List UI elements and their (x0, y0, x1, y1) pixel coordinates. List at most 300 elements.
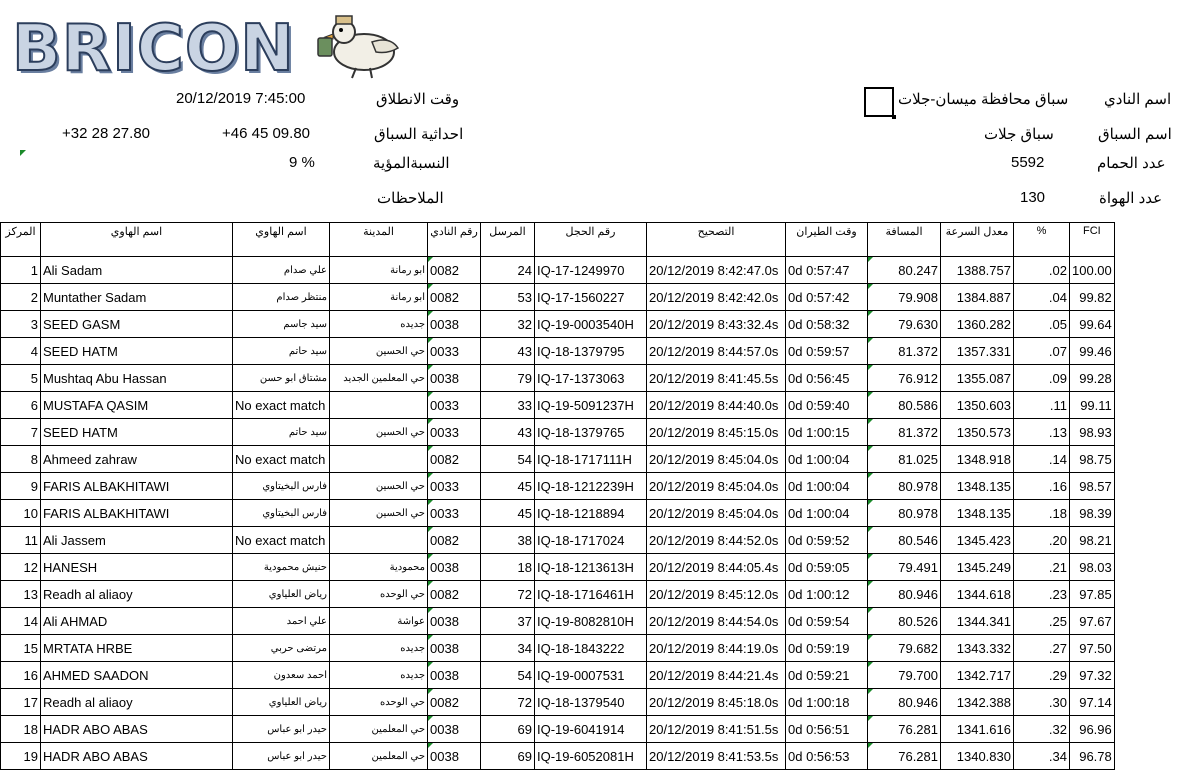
city-cell: محمودية (330, 554, 428, 581)
fci-cell: 97.14 (1070, 689, 1115, 716)
ring-cell: IQ-18-1379795 (535, 338, 647, 365)
club-checkbox[interactable] (864, 87, 894, 117)
club-cell: 0033 (428, 500, 481, 527)
fci-cell: 98.39 (1070, 500, 1115, 527)
clock-cell: 20/12/2019 8:44:52.0s (647, 527, 786, 554)
flight-cell: 0d 1:00:04 (786, 446, 868, 473)
race-label: اسم السباق (1098, 126, 1172, 143)
fci-cell: 97.50 (1070, 635, 1115, 662)
city-cell: جديده (330, 311, 428, 338)
col-rank: المركز (1, 223, 41, 257)
club-cell: 0082 (428, 257, 481, 284)
name-en-cell: FARIS ALBAKHITAWI (41, 473, 233, 500)
race-value: سباق جلات (984, 126, 1054, 143)
sent-cell: 69 (481, 716, 535, 743)
name-en-cell: Mushtaq Abu Hassan (41, 365, 233, 392)
birds-label: عدد الحمام (1097, 155, 1166, 172)
table-row (1, 446, 1115, 473)
ring-cell: IQ-18-1212239H (535, 473, 647, 500)
club-cell: 0038 (428, 716, 481, 743)
ring-cell: IQ-18-1717024 (535, 527, 647, 554)
table-row (1, 662, 1115, 689)
speed-cell: 1348.135 (941, 500, 1014, 527)
notes-label: الملاحظات (377, 190, 444, 207)
name-ar-cell: سيد حاتم (233, 419, 330, 446)
flight-cell: 0d 0:56:53 (786, 743, 868, 770)
city-cell: حي الوحده (330, 581, 428, 608)
pct-cell: .09 (1014, 365, 1070, 392)
flight-cell: 0d 0:59:05 (786, 554, 868, 581)
clock-cell: 20/12/2019 8:41:51.5s (647, 716, 786, 743)
clock-cell: 20/12/2019 8:42:47.0s (647, 257, 786, 284)
pct-cell: .30 (1014, 689, 1070, 716)
club-cell: 0033 (428, 473, 481, 500)
fci-cell: 98.93 (1070, 419, 1115, 446)
fci-cell: 99.28 (1070, 365, 1115, 392)
name-en-cell: HADR ABO ABAS (41, 716, 233, 743)
percent-label: النسبةالمؤية (373, 155, 450, 172)
col-speed: معدل السرعة (941, 223, 1014, 257)
ring-cell: IQ-19-0007531 (535, 662, 647, 689)
col-city: المدينة (330, 223, 428, 257)
table-row (1, 635, 1115, 662)
name-ar-cell: فارس البخيتاوي (233, 500, 330, 527)
sent-cell: 45 (481, 500, 535, 527)
clock-cell: 20/12/2019 8:45:04.0s (647, 473, 786, 500)
coord-lon: +32 28 27.80 (62, 125, 151, 142)
name-en-cell: HADR ABO ABAS (41, 743, 233, 770)
speed-cell: 1344.341 (941, 608, 1014, 635)
fci-cell: 97.85 (1070, 581, 1115, 608)
name-ar-cell: حيدر ابو عباس (233, 716, 330, 743)
speed-cell: 1388.757 (941, 257, 1014, 284)
pct-cell: .13 (1014, 419, 1070, 446)
speed-cell: 1342.717 (941, 662, 1014, 689)
distance-cell: 79.908 (868, 284, 941, 311)
fci-cell: 96.78 (1070, 743, 1115, 770)
pct-cell: .16 (1014, 473, 1070, 500)
distance-cell: 76.281 (868, 743, 941, 770)
distance-cell: 80.586 (868, 392, 941, 419)
distance-cell: 80.247 (868, 257, 941, 284)
flight-cell: 0d 0:58:32 (786, 311, 868, 338)
ring-cell: IQ-18-1379765 (535, 419, 647, 446)
sent-cell: 54 (481, 662, 535, 689)
speed-cell: 1350.573 (941, 419, 1014, 446)
table-row (1, 311, 1115, 338)
city-cell (330, 527, 428, 554)
club-cell: 0038 (428, 365, 481, 392)
distance-cell: 81.372 (868, 338, 941, 365)
fanciers-value: 130 (1020, 189, 1046, 206)
rank-cell: 1 (1, 257, 41, 284)
distance-cell: 79.630 (868, 311, 941, 338)
name-ar-cell: مشتاق ابو حسن (233, 365, 330, 392)
city-cell: ابو رمانة (330, 257, 428, 284)
speed-cell: 1355.087 (941, 365, 1014, 392)
club-cell: 0082 (428, 689, 481, 716)
sent-cell: 72 (481, 689, 535, 716)
start-label: وقت الانطلاق (376, 91, 460, 108)
name-en-cell: FARIS ALBAKHITAWI (41, 500, 233, 527)
club-cell: 0038 (428, 554, 481, 581)
sent-cell: 53 (481, 284, 535, 311)
fci-cell: 96.96 (1070, 716, 1115, 743)
name-en-cell: Ali Jassem (41, 527, 233, 554)
city-cell: جديده (330, 662, 428, 689)
name-en-cell: Ahmeed zahraw (41, 446, 233, 473)
table-row (1, 581, 1115, 608)
distance-cell: 80.978 (868, 473, 941, 500)
flight-cell: 0d 0:57:47 (786, 257, 868, 284)
sent-cell: 34 (481, 635, 535, 662)
rank-cell: 12 (1, 554, 41, 581)
city-cell: عواشة (330, 608, 428, 635)
table-row (1, 527, 1115, 554)
name-en-cell: SEED GASM (41, 311, 233, 338)
name-ar-cell: مرتضى حربي (233, 635, 330, 662)
fci-cell: 97.32 (1070, 662, 1115, 689)
name-en-cell: SEED HATM (41, 419, 233, 446)
sent-cell: 38 (481, 527, 535, 554)
name-en-cell: MRTATA HRBE (41, 635, 233, 662)
clock-cell: 20/12/2019 8:41:45.5s (647, 365, 786, 392)
speed-cell: 1348.135 (941, 473, 1014, 500)
rank-cell: 10 (1, 500, 41, 527)
sent-cell: 69 (481, 743, 535, 770)
pct-cell: .25 (1014, 608, 1070, 635)
pct-cell: .34 (1014, 743, 1070, 770)
rank-cell: 6 (1, 392, 41, 419)
club-cell: 0082 (428, 581, 481, 608)
name-ar-cell: احمد سعدون (233, 662, 330, 689)
clock-cell: 20/12/2019 8:45:12.0s (647, 581, 786, 608)
name-ar-cell: علي صدام (233, 257, 330, 284)
distance-cell: 79.682 (868, 635, 941, 662)
distance-cell: 76.912 (868, 365, 941, 392)
pct-cell: .04 (1014, 284, 1070, 311)
ring-cell: IQ-19-6052081H (535, 743, 647, 770)
club-cell: 0033 (428, 419, 481, 446)
sent-cell: 43 (481, 338, 535, 365)
name-en-cell: HANESH (41, 554, 233, 581)
ring-cell: IQ-17-1373063 (535, 365, 647, 392)
ring-cell: IQ-18-1218894 (535, 500, 647, 527)
clock-cell: 20/12/2019 8:43:32.4s (647, 311, 786, 338)
fci-cell: 99.11 (1070, 392, 1115, 419)
coords-label: احداثية السباق (374, 126, 464, 143)
ring-cell: IQ-18-1843222 (535, 635, 647, 662)
rank-cell: 14 (1, 608, 41, 635)
flight-cell: 0d 0:59:57 (786, 338, 868, 365)
fanciers-label: عدد الهواة (1099, 190, 1163, 207)
rank-cell: 19 (1, 743, 41, 770)
sent-cell: 32 (481, 311, 535, 338)
col-flight: وقت الطيران (786, 223, 868, 257)
rank-cell: 3 (1, 311, 41, 338)
name-ar-cell: No exact match (233, 446, 330, 473)
bricon-logo (12, 6, 402, 84)
flight-cell: 0d 0:56:51 (786, 716, 868, 743)
distance-cell: 81.372 (868, 419, 941, 446)
clock-cell: 20/12/2019 8:44:54.0s (647, 608, 786, 635)
speed-cell: 1360.282 (941, 311, 1014, 338)
birds-value: 5592 (1011, 154, 1045, 171)
name-ar-cell: No exact match (233, 527, 330, 554)
name-ar-cell: حنيش محمودية (233, 554, 330, 581)
ring-cell: IQ-19-5091237H (535, 392, 647, 419)
name-ar-cell: فارس البخيتاوي (233, 473, 330, 500)
distance-cell: 80.946 (868, 689, 941, 716)
col-fci: FCI (1070, 223, 1115, 257)
club-cell: 0033 (428, 392, 481, 419)
pct-cell: .07 (1014, 338, 1070, 365)
pigeon-mascot-icon (312, 8, 402, 82)
ring-cell: IQ-18-1717111H (535, 446, 647, 473)
club-cell: 0038 (428, 635, 481, 662)
results-table (0, 222, 1182, 770)
club-cell: 0033 (428, 338, 481, 365)
table-row (1, 473, 1115, 500)
sent-cell: 43 (481, 419, 535, 446)
sent-cell: 54 (481, 446, 535, 473)
flight-cell: 0d 1:00:12 (786, 581, 868, 608)
speed-cell: 1343.332 (941, 635, 1014, 662)
rank-cell: 16 (1, 662, 41, 689)
table-row (1, 743, 1115, 770)
name-ar-cell: رياض العلياوي (233, 581, 330, 608)
fci-cell: 99.64 (1070, 311, 1115, 338)
rank-cell: 13 (1, 581, 41, 608)
table-row (1, 338, 1115, 365)
club-cell: 0082 (428, 446, 481, 473)
club-value: سباق محافظة ميسان-جلات (898, 91, 1069, 108)
speed-cell: 1340.830 (941, 743, 1014, 770)
speed-cell: 1342.388 (941, 689, 1014, 716)
sent-cell: 18 (481, 554, 535, 581)
ring-cell: IQ-18-1213613H (535, 554, 647, 581)
flight-cell: 0d 0:59:19 (786, 635, 868, 662)
name-en-cell: Ali AHMAD (41, 608, 233, 635)
table-row (1, 716, 1115, 743)
table-row (1, 500, 1115, 527)
city-cell: حي الوحده (330, 689, 428, 716)
table-header-row (1, 223, 1115, 257)
flight-cell: 0d 0:59:40 (786, 392, 868, 419)
ring-cell: IQ-19-6041914 (535, 716, 647, 743)
city-cell: حي المعلمين (330, 743, 428, 770)
col-name-en: اسم الهاوي (41, 223, 233, 257)
table-row (1, 257, 1115, 284)
speed-cell: 1357.331 (941, 338, 1014, 365)
speed-cell: 1350.603 (941, 392, 1014, 419)
club-label: اسم النادي (1104, 91, 1172, 108)
rank-cell: 4 (1, 338, 41, 365)
sent-cell: 72 (481, 581, 535, 608)
pct-cell: .21 (1014, 554, 1070, 581)
col-distance: المسافة (868, 223, 941, 257)
name-en-cell: Muntather Sadam (41, 284, 233, 311)
club-cell: 0038 (428, 743, 481, 770)
club-cell: 0038 (428, 608, 481, 635)
flight-cell: 0d 0:56:45 (786, 365, 868, 392)
sent-cell: 33 (481, 392, 535, 419)
flight-cell: 0d 1:00:15 (786, 419, 868, 446)
start-value: 20/12/2019 7:45:00 (176, 90, 306, 107)
fci-cell: 98.03 (1070, 554, 1115, 581)
sent-cell: 24 (481, 257, 535, 284)
table-row (1, 608, 1115, 635)
rank-cell: 2 (1, 284, 41, 311)
city-cell: حي الحسين (330, 419, 428, 446)
city-cell: حي المعلمين الجديد (330, 365, 428, 392)
clock-cell: 20/12/2019 8:45:04.0s (647, 446, 786, 473)
table-row (1, 392, 1115, 419)
clock-cell: 20/12/2019 8:44:05.4s (647, 554, 786, 581)
clock-cell: 20/12/2019 8:44:40.0s (647, 392, 786, 419)
table-row (1, 419, 1115, 446)
pct-cell: .20 (1014, 527, 1070, 554)
name-ar-cell: علي احمد (233, 608, 330, 635)
table-row (1, 554, 1115, 581)
name-en-cell: Readh al aliaoy (41, 581, 233, 608)
city-cell: حي المعلمين (330, 716, 428, 743)
name-ar-cell: سيد جاسم (233, 311, 330, 338)
distance-cell: 81.025 (868, 446, 941, 473)
distance-cell: 79.700 (868, 662, 941, 689)
clock-cell: 20/12/2019 8:44:19.0s (647, 635, 786, 662)
col-club-no: رقم النادي (428, 223, 481, 257)
city-cell: ابو رمانة (330, 284, 428, 311)
ring-cell: IQ-17-1560227 (535, 284, 647, 311)
speed-cell: 1344.618 (941, 581, 1014, 608)
name-ar-cell: سيد حاتم (233, 338, 330, 365)
fci-cell: 99.46 (1070, 338, 1115, 365)
ring-cell: IQ-17-1249970 (535, 257, 647, 284)
pct-cell: .23 (1014, 581, 1070, 608)
speed-cell: 1384.887 (941, 284, 1014, 311)
city-cell (330, 446, 428, 473)
speed-cell: 1348.918 (941, 446, 1014, 473)
speed-cell: 1345.423 (941, 527, 1014, 554)
city-cell: حي الحسين (330, 338, 428, 365)
pct-cell: .14 (1014, 446, 1070, 473)
col-name-ar: اسم الهاوي (233, 223, 330, 257)
name-en-cell: Readh al aliaoy (41, 689, 233, 716)
ring-cell: IQ-18-1716461H (535, 581, 647, 608)
distance-cell: 80.546 (868, 527, 941, 554)
distance-cell: 80.946 (868, 581, 941, 608)
distance-cell: 80.526 (868, 608, 941, 635)
city-cell: حي الحسين (330, 500, 428, 527)
name-en-cell: SEED HATM (41, 338, 233, 365)
distance-cell: 79.491 (868, 554, 941, 581)
club-cell: 0082 (428, 284, 481, 311)
speed-cell: 1341.616 (941, 716, 1014, 743)
pct-cell: .11 (1014, 392, 1070, 419)
name-ar-cell: منتظر صدام (233, 284, 330, 311)
pct-cell: .29 (1014, 662, 1070, 689)
flight-cell: 0d 1:00:04 (786, 473, 868, 500)
fci-cell: 98.75 (1070, 446, 1115, 473)
rank-cell: 15 (1, 635, 41, 662)
percent-value: 9 % (289, 154, 315, 171)
clock-cell: 20/12/2019 8:44:21.4s (647, 662, 786, 689)
flight-cell: 0d 0:59:54 (786, 608, 868, 635)
rank-cell: 5 (1, 365, 41, 392)
clock-cell: 20/12/2019 8:42:42.0s (647, 284, 786, 311)
name-en-cell: AHMED SAADON (41, 662, 233, 689)
flight-cell: 0d 0:57:42 (786, 284, 868, 311)
coord-lat: +46 45 09.80 (222, 125, 311, 142)
table-row (1, 284, 1115, 311)
city-cell (330, 392, 428, 419)
name-ar-cell: رياض العلياوي (233, 689, 330, 716)
sent-cell: 37 (481, 608, 535, 635)
cell-comment-marker (20, 150, 26, 156)
pct-cell: .05 (1014, 311, 1070, 338)
rank-cell: 17 (1, 689, 41, 716)
ring-cell: IQ-18-1379540 (535, 689, 647, 716)
col-sent: المرسل (481, 223, 535, 257)
flight-cell: 0d 1:00:04 (786, 500, 868, 527)
club-cell: 0038 (428, 311, 481, 338)
ring-cell: IQ-19-0003540H (535, 311, 647, 338)
col-ring: رقم الحجل (535, 223, 647, 257)
pct-cell: .02 (1014, 257, 1070, 284)
clock-cell: 20/12/2019 8:44:57.0s (647, 338, 786, 365)
clock-cell: 20/12/2019 8:45:04.0s (647, 500, 786, 527)
pct-cell: .18 (1014, 500, 1070, 527)
name-en-cell: Ali Sadam (41, 257, 233, 284)
flight-cell: 0d 1:00:18 (786, 689, 868, 716)
name-ar-cell: No exact match (233, 392, 330, 419)
city-cell: حي الحسين (330, 473, 428, 500)
distance-cell: 80.978 (868, 500, 941, 527)
fci-cell: 98.57 (1070, 473, 1115, 500)
rank-cell: 9 (1, 473, 41, 500)
sent-cell: 79 (481, 365, 535, 392)
flight-cell: 0d 0:59:21 (786, 662, 868, 689)
col-pct: % (1014, 223, 1070, 257)
clock-cell: 20/12/2019 8:45:15.0s (647, 419, 786, 446)
sent-cell: 45 (481, 473, 535, 500)
speed-cell: 1345.249 (941, 554, 1014, 581)
rank-cell: 8 (1, 446, 41, 473)
club-cell: 0038 (428, 662, 481, 689)
name-ar-cell: حيدر ابو عباس (233, 743, 330, 770)
logo-text: BRICON (12, 12, 295, 86)
name-en-cell: MUSTAFA QASIM (41, 392, 233, 419)
club-cell: 0082 (428, 527, 481, 554)
clock-cell: 20/12/2019 8:45:18.0s (647, 689, 786, 716)
ring-cell: IQ-19-8082810H (535, 608, 647, 635)
clock-cell: 20/12/2019 8:41:53.5s (647, 743, 786, 770)
fci-cell: 100.00 (1070, 257, 1115, 284)
fci-cell: 99.82 (1070, 284, 1115, 311)
table-row (1, 689, 1115, 716)
pct-cell: .27 (1014, 635, 1070, 662)
col-clock: التصحيح (647, 223, 786, 257)
city-cell: جديده (330, 635, 428, 662)
table-row (1, 365, 1115, 392)
fci-cell: 98.21 (1070, 527, 1115, 554)
rank-cell: 11 (1, 527, 41, 554)
rank-cell: 7 (1, 419, 41, 446)
rank-cell: 18 (1, 716, 41, 743)
pct-cell: .32 (1014, 716, 1070, 743)
distance-cell: 76.281 (868, 716, 941, 743)
